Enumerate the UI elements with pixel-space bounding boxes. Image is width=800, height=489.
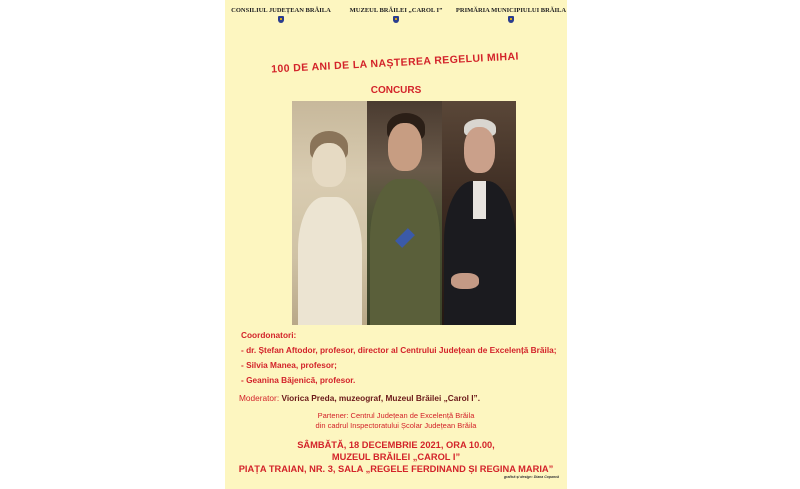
org-center-label: MUZEUL BRĂILEI „CAROL I” (349, 7, 443, 14)
org-right-label: PRIMĂRIA MUNICIPIULUI BRĂILA (455, 7, 567, 14)
crest-left-icon (278, 16, 284, 23)
coordinator-item: - Geanina Băjenică, profesor. (241, 375, 356, 385)
photo-king-young (367, 101, 442, 325)
event-date: SÂMBĂTĂ, 18 DECEMBRIE 2021, ORA 10.00, (297, 440, 495, 450)
poster-title: 100 DE ANI DE LA NAȘTEREA REGELUI MIHAI (270, 50, 520, 76)
coordinator-item: - dr. Ștefan Aftodor, profesor, director al Centrului Județean de Excelență Brăila; (241, 345, 557, 355)
photo-king-child (292, 101, 367, 325)
org-left-label: CONSILIUL JUDEȚEAN BRĂILA (231, 7, 331, 14)
poster-subtitle: CONCURS (370, 85, 422, 96)
partner-line-2: din cadrul Inspectoratului Școlar Județean Brăila (315, 421, 477, 430)
photo-king-elder (442, 101, 516, 325)
coordinator-item: - Silvia Manea, profesor; (241, 360, 337, 370)
moderator-label: Moderator: (239, 393, 280, 403)
moderator-value: Viorica Preda, muzeograf, Muzeul Brăilei „Carol I”. (281, 393, 481, 403)
shirt-collar (473, 181, 486, 219)
coordinators-label: Coordonatori: (241, 330, 297, 340)
event-address: PIAȚA TRAIAN, NR. 3, SALA „REGELE FERDINAND ȘI REGINA MARIA” (238, 464, 554, 474)
hand (451, 273, 479, 289)
moderator-line (239, 393, 480, 403)
design-credit: grafică și design: Diana Copancă (503, 475, 559, 479)
crest-center-icon (393, 16, 399, 23)
partner-line-1: Partener: Centrul Județean de Excelență Brăila (317, 411, 475, 420)
event-venue: MUZEUL BRĂILEI „CAROL I” (331, 452, 461, 462)
crest-right-icon (508, 16, 514, 23)
poster (225, 0, 567, 489)
